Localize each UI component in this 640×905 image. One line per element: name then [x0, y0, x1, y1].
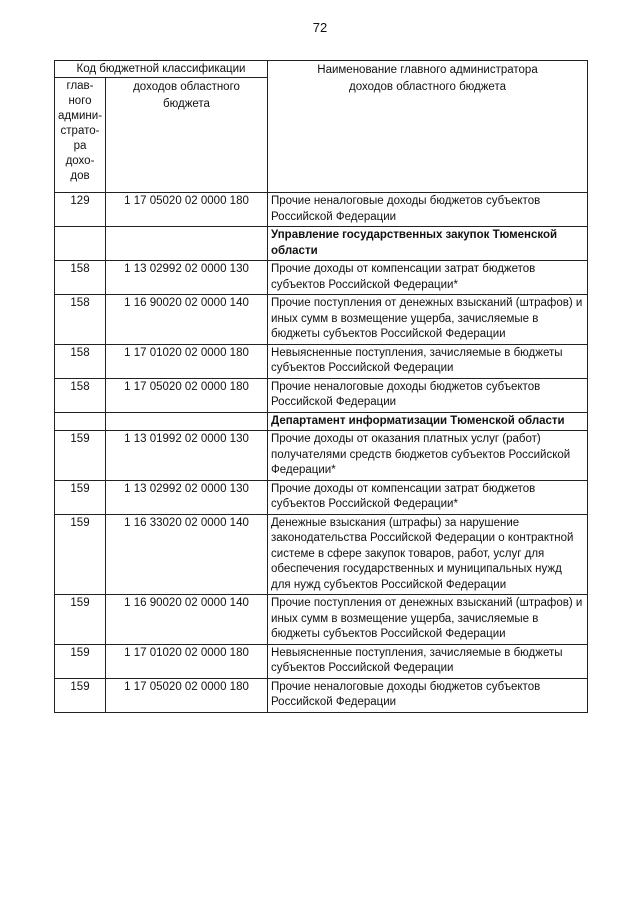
table-section-row: [55, 227, 588, 261]
header-chief-admin-text: глав- ного админи- страто- ра дохо- дов: [58, 80, 103, 182]
name-cell: Прочие доходы от компенсации затрат бюджетов субъектов Российской Федерации*: [268, 261, 588, 295]
income-code-cell: 1 17 01020 02 0000 180: [106, 344, 268, 378]
admin-code-cell: 158: [55, 378, 106, 412]
income-code-cell: 1 17 05020 02 0000 180: [106, 193, 268, 227]
header-admin-name: [268, 61, 588, 193]
admin-code-cell: 159: [55, 431, 106, 481]
name-cell: Прочие поступления от денежных взысканий (штрафов) и иных сумм в возмещение ущерба, зачисляемые в бюджеты субъектов Российской Федерации: [268, 595, 588, 645]
name-cell: Прочие неналоговые доходы бюджетов субъектов Российской Федерации: [268, 678, 588, 712]
page-number: 72: [312, 20, 328, 35]
income-code-cell: 1 16 90020 02 0000 140: [106, 295, 268, 345]
table-section-row: [55, 412, 588, 431]
income-code-cell: 1 17 05020 02 0000 180: [106, 378, 268, 412]
admin-code-cell: 159: [55, 514, 106, 595]
header-admin-name-text: Наименование главного администратора доходов областного бюджета: [317, 64, 538, 93]
name-cell: Прочие доходы от оказания платных услуг (работ) получателями средств бюджетов субъектов Российской Федерации*: [268, 431, 588, 481]
name-cell: Невыясненные поступления, зачисляемые в бюджеты субъектов Российской Федерации: [268, 344, 588, 378]
income-code-cell: [106, 227, 268, 261]
income-code-cell: 1 13 01992 02 0000 130: [106, 431, 268, 481]
table-row: [55, 261, 588, 295]
admin-code-cell: 158: [55, 344, 106, 378]
admin-code-cell: 159: [55, 480, 106, 514]
budget-table: [54, 60, 588, 713]
header-income-code: [106, 78, 268, 193]
name-cell: Невыясненные поступления, зачисляемые в бюджеты субъектов Российской Федерации: [268, 644, 588, 678]
table-row: [55, 595, 588, 645]
admin-code-cell: 129: [55, 193, 106, 227]
name-cell: Управление государственных закупок Тюменской области: [268, 227, 588, 261]
table-header-row: [55, 61, 588, 78]
header-income-code-text: доходов областного бюджета: [133, 81, 240, 110]
name-cell: Прочие поступления от денежных взысканий (штрафов) и иных сумм в возмещение ущерба, зачисляемые в бюджеты субъектов Российской Федерации: [268, 295, 588, 345]
table-row: [55, 480, 588, 514]
name-cell: Прочие доходы от компенсации затрат бюджетов субъектов Российской Федерации*: [268, 480, 588, 514]
name-cell: Департамент информатизации Тюменской области: [268, 412, 588, 431]
name-cell: Денежные взыскания (штрафы) за нарушение законодательства Российской Федерации о контрактной системе в сфере закупок товаров, работ, услуг для обеспечения государственных и муниципальных нужд для нужд субъектов Российской Федерации: [268, 514, 588, 595]
admin-code-cell: 159: [55, 678, 106, 712]
income-code-cell: 1 16 90020 02 0000 140: [106, 595, 268, 645]
admin-code-cell: 158: [55, 261, 106, 295]
header-chief-admin: [55, 78, 106, 193]
admin-code-cell: [55, 227, 106, 261]
income-code-cell: 1 13 02992 02 0000 130: [106, 261, 268, 295]
admin-code-cell: [55, 412, 106, 431]
header-budget-classification: Код бюджетной классификации: [55, 61, 268, 78]
table-row: [55, 431, 588, 481]
table-body: [55, 193, 588, 713]
admin-code-cell: 159: [55, 644, 106, 678]
income-code-cell: [106, 412, 268, 431]
table-row: [55, 378, 588, 412]
name-cell: Прочие неналоговые доходы бюджетов субъектов Российской Федерации: [268, 193, 588, 227]
table-row: [55, 514, 588, 595]
table-row: [55, 644, 588, 678]
table-row: [55, 193, 588, 227]
name-cell: Прочие неналоговые доходы бюджетов субъектов Российской Федерации: [268, 378, 588, 412]
table-row: [55, 344, 588, 378]
admin-code-cell: 159: [55, 595, 106, 645]
table-row: [55, 295, 588, 345]
income-code-cell: 1 13 02992 02 0000 130: [106, 480, 268, 514]
income-code-cell: 1 17 01020 02 0000 180: [106, 644, 268, 678]
income-code-cell: 1 17 05020 02 0000 180: [106, 678, 268, 712]
admin-code-cell: 158: [55, 295, 106, 345]
income-code-cell: 1 16 33020 02 0000 140: [106, 514, 268, 595]
table-row: [55, 678, 588, 712]
